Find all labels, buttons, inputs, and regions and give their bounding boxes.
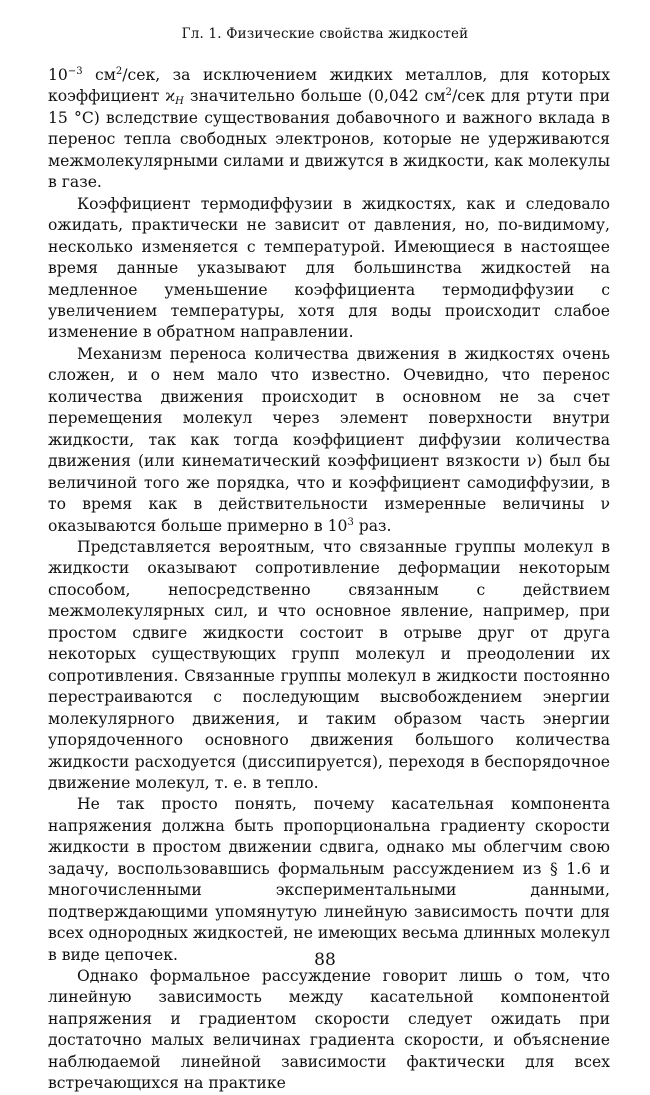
paragraph-1: $10^{-3}$ $см^2$/сек, за исключением жидких металлов, для которых коэффициент $ϰ_H$ значительно больше (0,042 $см^2$/сек для ртути при 15 °С) вследствие существования добавочного и важного вклада в перенос тепла свободных электронов, которые не удерживаются межмолекулярными силами и движутся в жидкости, как молекулы в газе. — [48, 66, 611, 192]
paragraph-2: Коэффициент термодиффузии в жидкостях, как и следовало ожидать, практически не зависит от давления, но, по-видимому, несколько изменяется с температурой. Имеющиеся в настоящее время данные указывают для большинства жидкостей на медленное уменьшение коэффициента термодиффузии с увеличением температуры, хотя для воды происходит слабое изменение в обратном направлении. — [48, 194, 610, 342]
paragraph-5: Не так просто понять, почему касательная компонента напряжения должна быть пропорциональна градиенту скорости жидкости в простом движении сдвига, однако мы облегчим свою задачу, воспользовавшись формальным рассуждением из § 1.6 и многочисленными экспериментальными данными, подтверждающими упомянутую линейную зависимость почти для всех однородных жидкостей, не имеющих весьма длинных молекул в виде цепочек. — [48, 795, 610, 964]
running-header: Гл. 1. Физические свойства жидкостей — [181, 26, 469, 42]
paragraph-4: Представляется вероятным, что связанные группы молекул в жидкости оказывают сопротивление деформации некоторым способом, непосредственно связанным с действием межмолекулярных сил, и что основное явление, например, при простом сдвиге жидкости состоит в отрыве друг от друга некоторых существующих групп молекул и преодолении их сопротивления. Связанные группы молекул в жидкости постоянно перестраиваются с последующим высвобождением энергии молекулярного движения, и таким образом часть энергии упорядоченного основного движения большого количества жидкости расходуется (диссипируется), переходя в беспорядочное движение молекул, т. е. в тепло. — [48, 537, 610, 792]
paragraph-3: Механизм переноса количества движения в жидкостях очень сложен, и о нем мало что известно. Очевидно, что перенос количества движения происходит в основном не за счет перемещения молекул через элемент поверхности внутри жидкости, так как тогда коэффициент диффузии количества движения (или кинематический коэффициент вязкости ν) был бы величиной того же порядка, что и коэффициент самодиффузии, в то время как в действительности измеренные величины ν оказываются больше примерно в $10^3$ раз. — [48, 344, 610, 535]
page-number: 88 — [314, 950, 336, 970]
body-text — [48, 65, 610, 1095]
paragraph-6: Однако формальное рассуждение говорит лишь о том, что линейную зависимость между касательной компонентой напряжения и градиентом скорости следует ожидать при достаточно малых величинах градиента скорости, и объяснение наблюдаемой линейной зависимости фактически для всех встречающихся на практике — [48, 967, 610, 1093]
